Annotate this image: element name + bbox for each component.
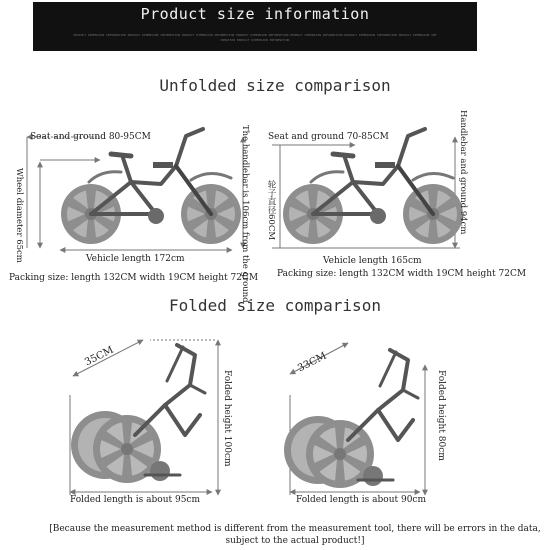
left-packing-size-label: Packing size: length 132CM width 19CM height 72CM [9,273,259,283]
right-wheel-diameter-label: 轮子直径60CM [266,180,276,241]
left-folded-length-label: Folded length is about 95cm [70,495,200,505]
right-packing-size-label: Packing size: length 132CM width 19CM height 72CM [277,269,527,279]
measurement-disclaimer: [Because the measurement method is different from the measurement tool, there will be errors in the data, subject to the actual product!] [49,524,541,546]
unfolded-heading: Unfolded size comparison [159,76,391,95]
left-vehicle-length-label: Vehicle length 172cm [86,254,185,264]
unfolded-bike-right [283,129,463,244]
right-handlebar-height-label: Handlebar and ground 94cm [458,110,468,235]
unfolded-bike-left [61,129,241,244]
left-folded-height-label: Folded height 100cm [222,370,232,467]
right-folded-width-label: 33CM [296,350,329,375]
right-folded-length-label: Folded length is about 90cm [296,495,426,505]
banner-title: Product size information [140,5,370,23]
left-handlebar-height-label: The handlebar is 106cm from the ground [240,125,250,303]
right-seat-height-label: Seat and ground 70-85CM [268,132,389,142]
banner-fine-print: PRODUCT DIMENSION INFORMATION PRODUCT DIMENSION INFORMATION PRODUCT DIMENSION INFORMATION PRODUCT DIMENSION INFORMATION PRODUCT DIMENSION INFORMATION PRODUCT DIMENSION INFORMATION PRODUCT DIMENSION INFORMATION PRODUCT DIMENSION INFORMATION [73,33,437,42]
left-seat-height-label: Seat and ground 80-95CM [30,132,151,142]
left-wheel-diameter-label: Wheel diameter 65cm [14,168,24,263]
right-folded-height-label: Folded height 80cm [436,370,446,461]
right-vehicle-length-label: Vehicle length 165cm [323,256,422,266]
left-folded-width-label: 35CM [83,344,116,369]
folded-heading: Folded size comparison [169,296,381,315]
